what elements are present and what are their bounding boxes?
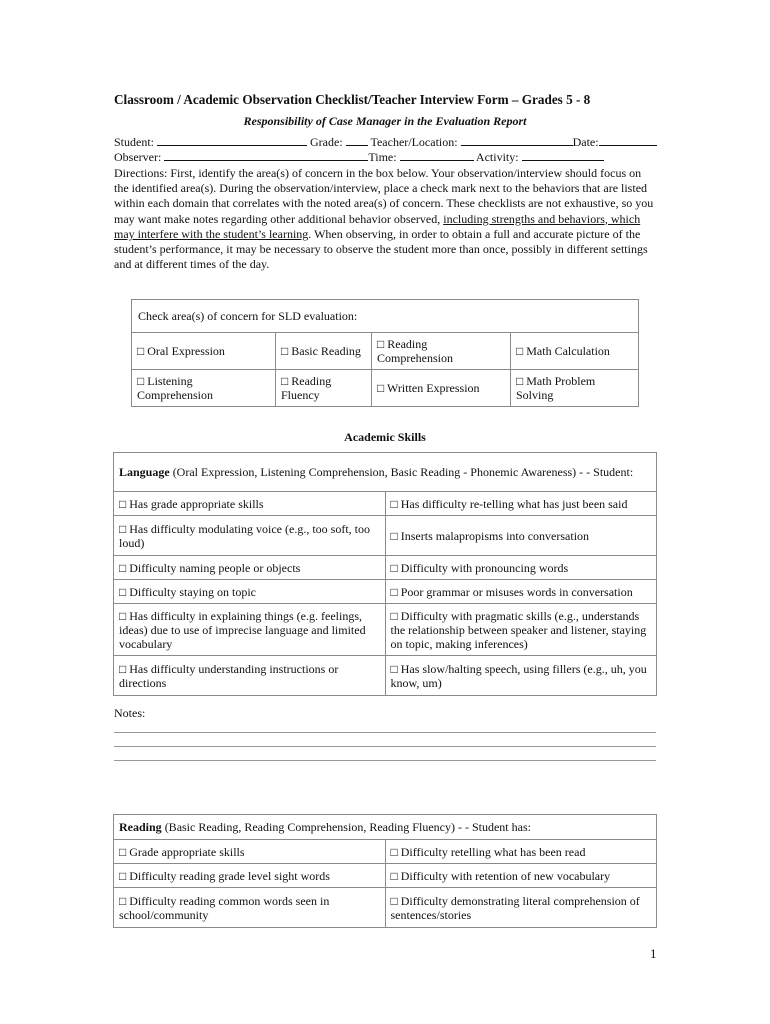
concern-option[interactable]: □ Math Calculation: [511, 333, 639, 370]
language-checklist-item[interactable]: □ Has difficulty understanding instructions or directions: [114, 656, 386, 696]
reading-checklist-item[interactable]: □ Difficulty reading grade level sight words: [114, 864, 386, 888]
reading-checklist-item[interactable]: □ Difficulty with retention of new vocabulary: [385, 864, 657, 888]
reading-heading-bold: Reading: [119, 820, 162, 834]
date-label: Date:: [572, 135, 599, 149]
concern-option[interactable]: □ Oral Expression: [132, 333, 276, 370]
reading-table: [113, 814, 657, 928]
concern-heading: Check area(s) of concern for SLD evaluation:: [132, 300, 639, 333]
academic-skills-heading: Academic Skills: [344, 430, 426, 444]
activity-label: Activity:: [475, 150, 519, 164]
language-checklist-item[interactable]: □ Has difficulty in explaining things (e.g. feelings, ideas) due to use of imprecise language and limited vocabulary: [114, 604, 386, 656]
concern-option[interactable]: □ Basic Reading: [276, 333, 372, 370]
directions-paragraph: [114, 166, 658, 272]
student-info-line: [114, 134, 657, 150]
concern-option[interactable]: □ Written Expression: [372, 370, 511, 407]
observer-label: Observer:: [114, 150, 162, 164]
reading-checklist-item[interactable]: □ Difficulty retelling what has been read: [385, 840, 657, 864]
reading-checklist-item[interactable]: □ Difficulty reading common words seen in school/community: [114, 888, 386, 928]
activity-field[interactable]: [522, 149, 604, 161]
student-field[interactable]: [157, 134, 307, 146]
concern-area-table: [131, 299, 639, 407]
observer-info-line: [114, 149, 604, 165]
language-heading-bold: Language: [119, 465, 170, 479]
directions-text-end: . When observing, in order to obtain a full and accurate picture of the student’s performance, it may be necessary to observe the student more than once, possibly in different settings and at different times of the day.: [114, 226, 648, 272]
reading-checklist-item[interactable]: □ Grade appropriate skills: [114, 840, 386, 864]
time-label: Time:: [368, 150, 397, 164]
language-checklist-item[interactable]: □ Has difficulty modulating voice (e.g., too soft, too loud): [114, 516, 386, 556]
notes-line[interactable]: [114, 746, 656, 747]
concern-option[interactable]: □ Listening Comprehension: [132, 370, 276, 407]
concern-option[interactable]: □ Math Problem Solving: [511, 370, 639, 407]
grade-label: Grade:: [310, 135, 343, 149]
language-checklist-item[interactable]: □ Difficulty staying on topic: [114, 580, 386, 604]
grade-field[interactable]: [346, 134, 368, 146]
language-checklist-item[interactable]: □ Has difficulty re-telling what has just been said: [385, 492, 657, 516]
language-checklist-item[interactable]: □ Has grade appropriate skills: [114, 492, 386, 516]
reading-heading-text: (Basic Reading, Reading Comprehension, Reading Fluency) - - Student has:: [161, 820, 531, 834]
teacher-field[interactable]: [461, 134, 573, 146]
student-label: Student:: [114, 135, 155, 149]
language-checklist-item[interactable]: □ Poor grammar or misuses words in conversation: [385, 580, 657, 604]
page-title: Classroom / Academic Observation Checklist/Teacher Interview Form – Grades 5 - 8: [114, 92, 591, 107]
language-checklist-item[interactable]: □ Difficulty naming people or objects: [114, 556, 386, 580]
directions-underlined-text: including strengths and behaviors, which may interfere with the student’s learning: [114, 211, 641, 241]
observer-field[interactable]: [164, 149, 368, 161]
concern-option[interactable]: □ Reading Comprehension: [372, 333, 511, 370]
date-field[interactable]: [599, 134, 657, 146]
reading-checklist-item[interactable]: □ Difficulty demonstrating literal comprehension of sentences/stories: [385, 888, 657, 928]
language-heading-text: (Oral Expression, Listening Comprehension, Basic Reading - Phonemic Awareness) - - Student:: [169, 465, 634, 479]
language-checklist-item[interactable]: □ Has slow/halting speech, using fillers (e.g., uh, you know, um): [385, 656, 657, 696]
teacher-label: Teacher/Location:: [370, 135, 458, 149]
page-number: 1: [650, 946, 657, 961]
page-subtitle: Responsibility of Case Manager in the Evaluation Report: [243, 114, 527, 128]
language-heading: [114, 453, 657, 492]
language-checklist-item[interactable]: □ Difficulty with pronouncing words: [385, 556, 657, 580]
notes-line[interactable]: [114, 732, 656, 733]
language-checklist-item[interactable]: □ Difficulty with pragmatic skills (e.g., understands the relationship between speaker and listener, staying on topic, making inferences): [385, 604, 657, 656]
time-field[interactable]: [400, 149, 474, 161]
language-table: [113, 452, 657, 696]
language-checklist-item[interactable]: □ Inserts malapropisms into conversation: [385, 516, 657, 556]
reading-heading: [114, 815, 657, 840]
notes-label: Notes:: [114, 706, 146, 720]
directions-text: Directions: First, identify the area(s) of concern in the box below. Your observation/interview should focus on the identified area(s). During the observation/interview, place a check mark next to the behaviors that are listed within each domain that correlates with the noted area(s) of concern. These checklists are not exhaustive, so you may want make notes regarding other additional behavior observed,: [114, 166, 654, 226]
concern-option[interactable]: □ Reading Fluency: [276, 370, 372, 407]
notes-line[interactable]: [114, 760, 656, 761]
